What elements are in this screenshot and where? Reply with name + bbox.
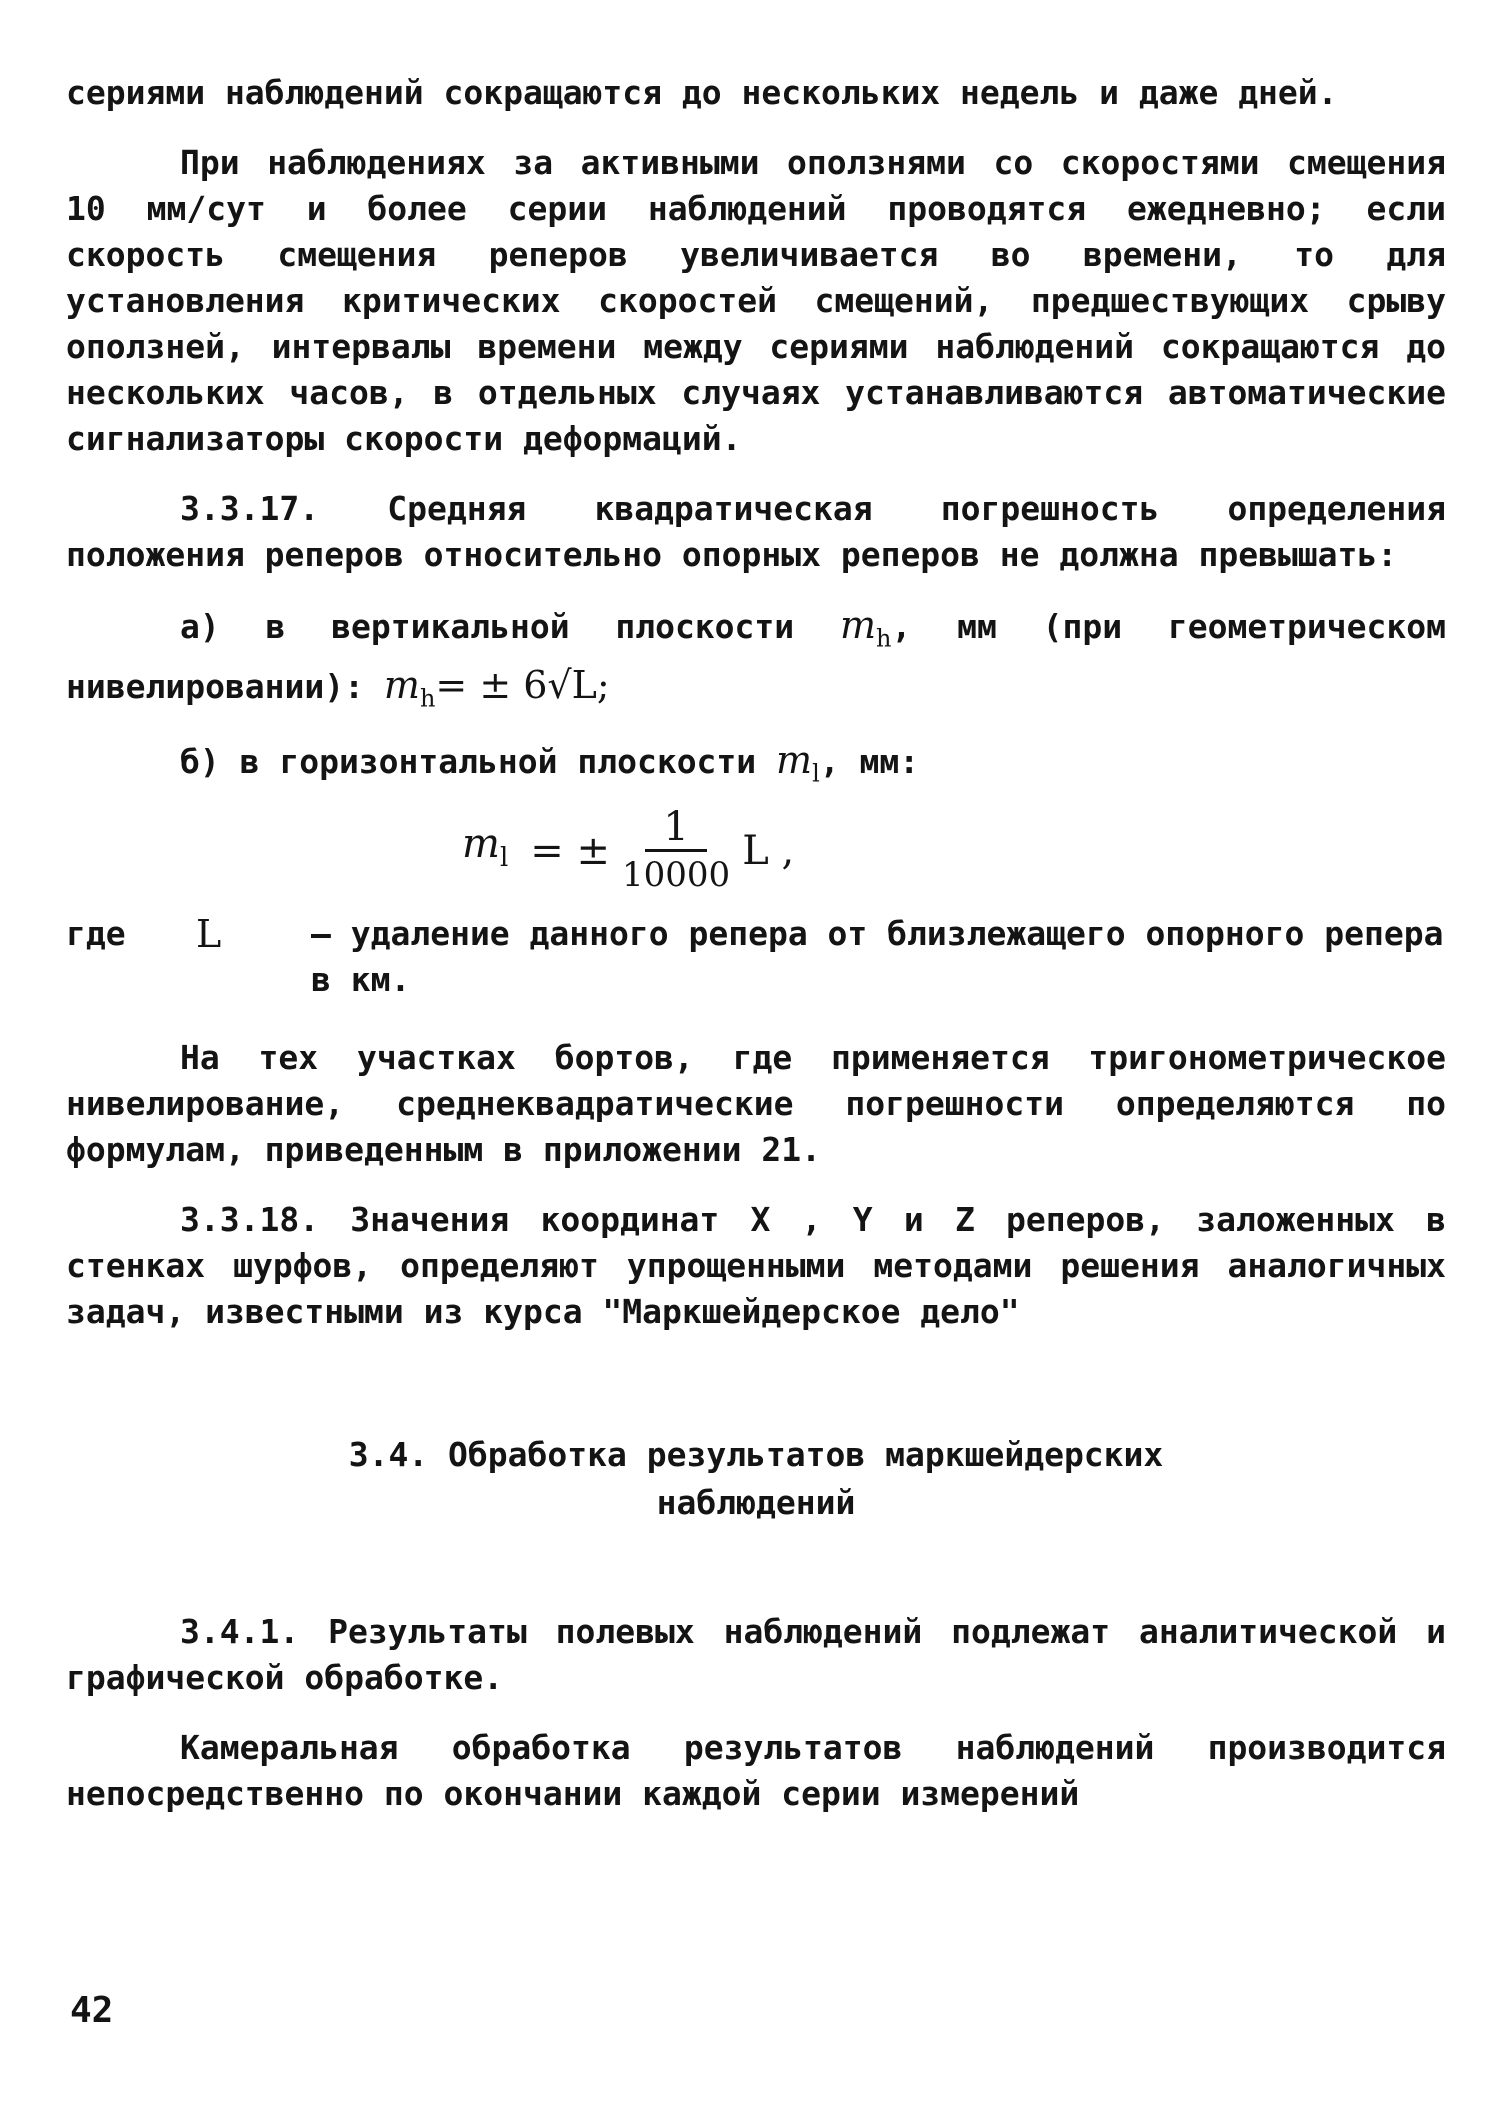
formula-lhs: $m_l$ (462, 821, 509, 874)
paragraph-3-3-18: 3.3.18. Значения координат X , Y и Z реперов, заложенных в стенках шурфов, определяют упрощенными методами решения аналогичных задач, известными из курса "Маркшейдерское дело" (66, 1199, 1446, 1331)
formula-numerator: 1 (645, 805, 706, 852)
formula-eq: = ± (530, 828, 611, 875)
formula-rhs: L , (742, 828, 795, 875)
paragraph-3-3-17: 3.3.17. Средняя квадратическая погрешность определения положения реперов относительно опорных реперов не должна превышать: (66, 489, 1446, 574)
heading-line-2: наблюдений (656, 1482, 856, 1522)
formula-horizontal-error (66, 801, 1446, 911)
where-definition: – удаление данного репера от близлежащего опорного репера в км. (311, 913, 1444, 999)
where-label: где (66, 913, 126, 953)
item-a-text: а) в вертикальной плоскости (180, 607, 795, 646)
where-variable: L (196, 911, 222, 956)
paragraph-active-landslides: При наблюдениях за активными оползнями со скоростями смещения 10 мм/сут и более серии наблюдений проводятся ежедневно; если скорость смещения реперов увеличивается во времени, то для установления критических скоростей смещений, предшествующих срыву оползней, интервалы времени между сериями наблюдений сокращаются до нескольких часов, в отдельных случаях устанавливаются автоматические сигнализаторы скорости деформаций. (66, 143, 1446, 458)
item-b-text-2: , мм: (819, 742, 920, 782)
item-b-horizontal (66, 737, 1446, 797)
item-b-symbol: $m_l$ (776, 738, 820, 788)
item-a-symbol: $m_h$ (839, 603, 892, 653)
formula-denominator: 10000 (622, 854, 731, 895)
document-page (66, 70, 1446, 1817)
paragraph-continuation: сериями наблюдений сокращаются до нескольких недель и даже дней. (66, 73, 1338, 112)
section-heading-3-4 (66, 1431, 1446, 1527)
item-a-vertical (66, 602, 1446, 721)
formula-fraction (622, 805, 730, 898)
where-clause (66, 911, 1446, 1011)
paragraph-trigonometric: На тех участках бортов, где применяется тригонометрическое нивелирование, среднеквадратические погрешности определяются по формулам, приведенным в приложении 21. (66, 1037, 1446, 1169)
page-number: 42 (70, 1990, 114, 2031)
paragraph-3-4-1: 3.4.1. Результаты полевых наблюдений подлежат аналитической и графической обработке. (66, 1611, 1446, 1697)
item-a-text-2: , мм (при геометрическом нивелировании): (66, 607, 1446, 706)
item-a-formula: $m_h= \pm 6√L$; (383, 662, 610, 713)
paragraph-cameral-processing: Камеральная обработка результатов наблюдений производится непосредственно по окончании каждой серии измерений (66, 1727, 1446, 1813)
item-b-text: б) в горизонтальной плоскости (180, 742, 757, 782)
heading-line-1: 3.4. Обработка результатов маркшейдерских (348, 1434, 1164, 1474)
